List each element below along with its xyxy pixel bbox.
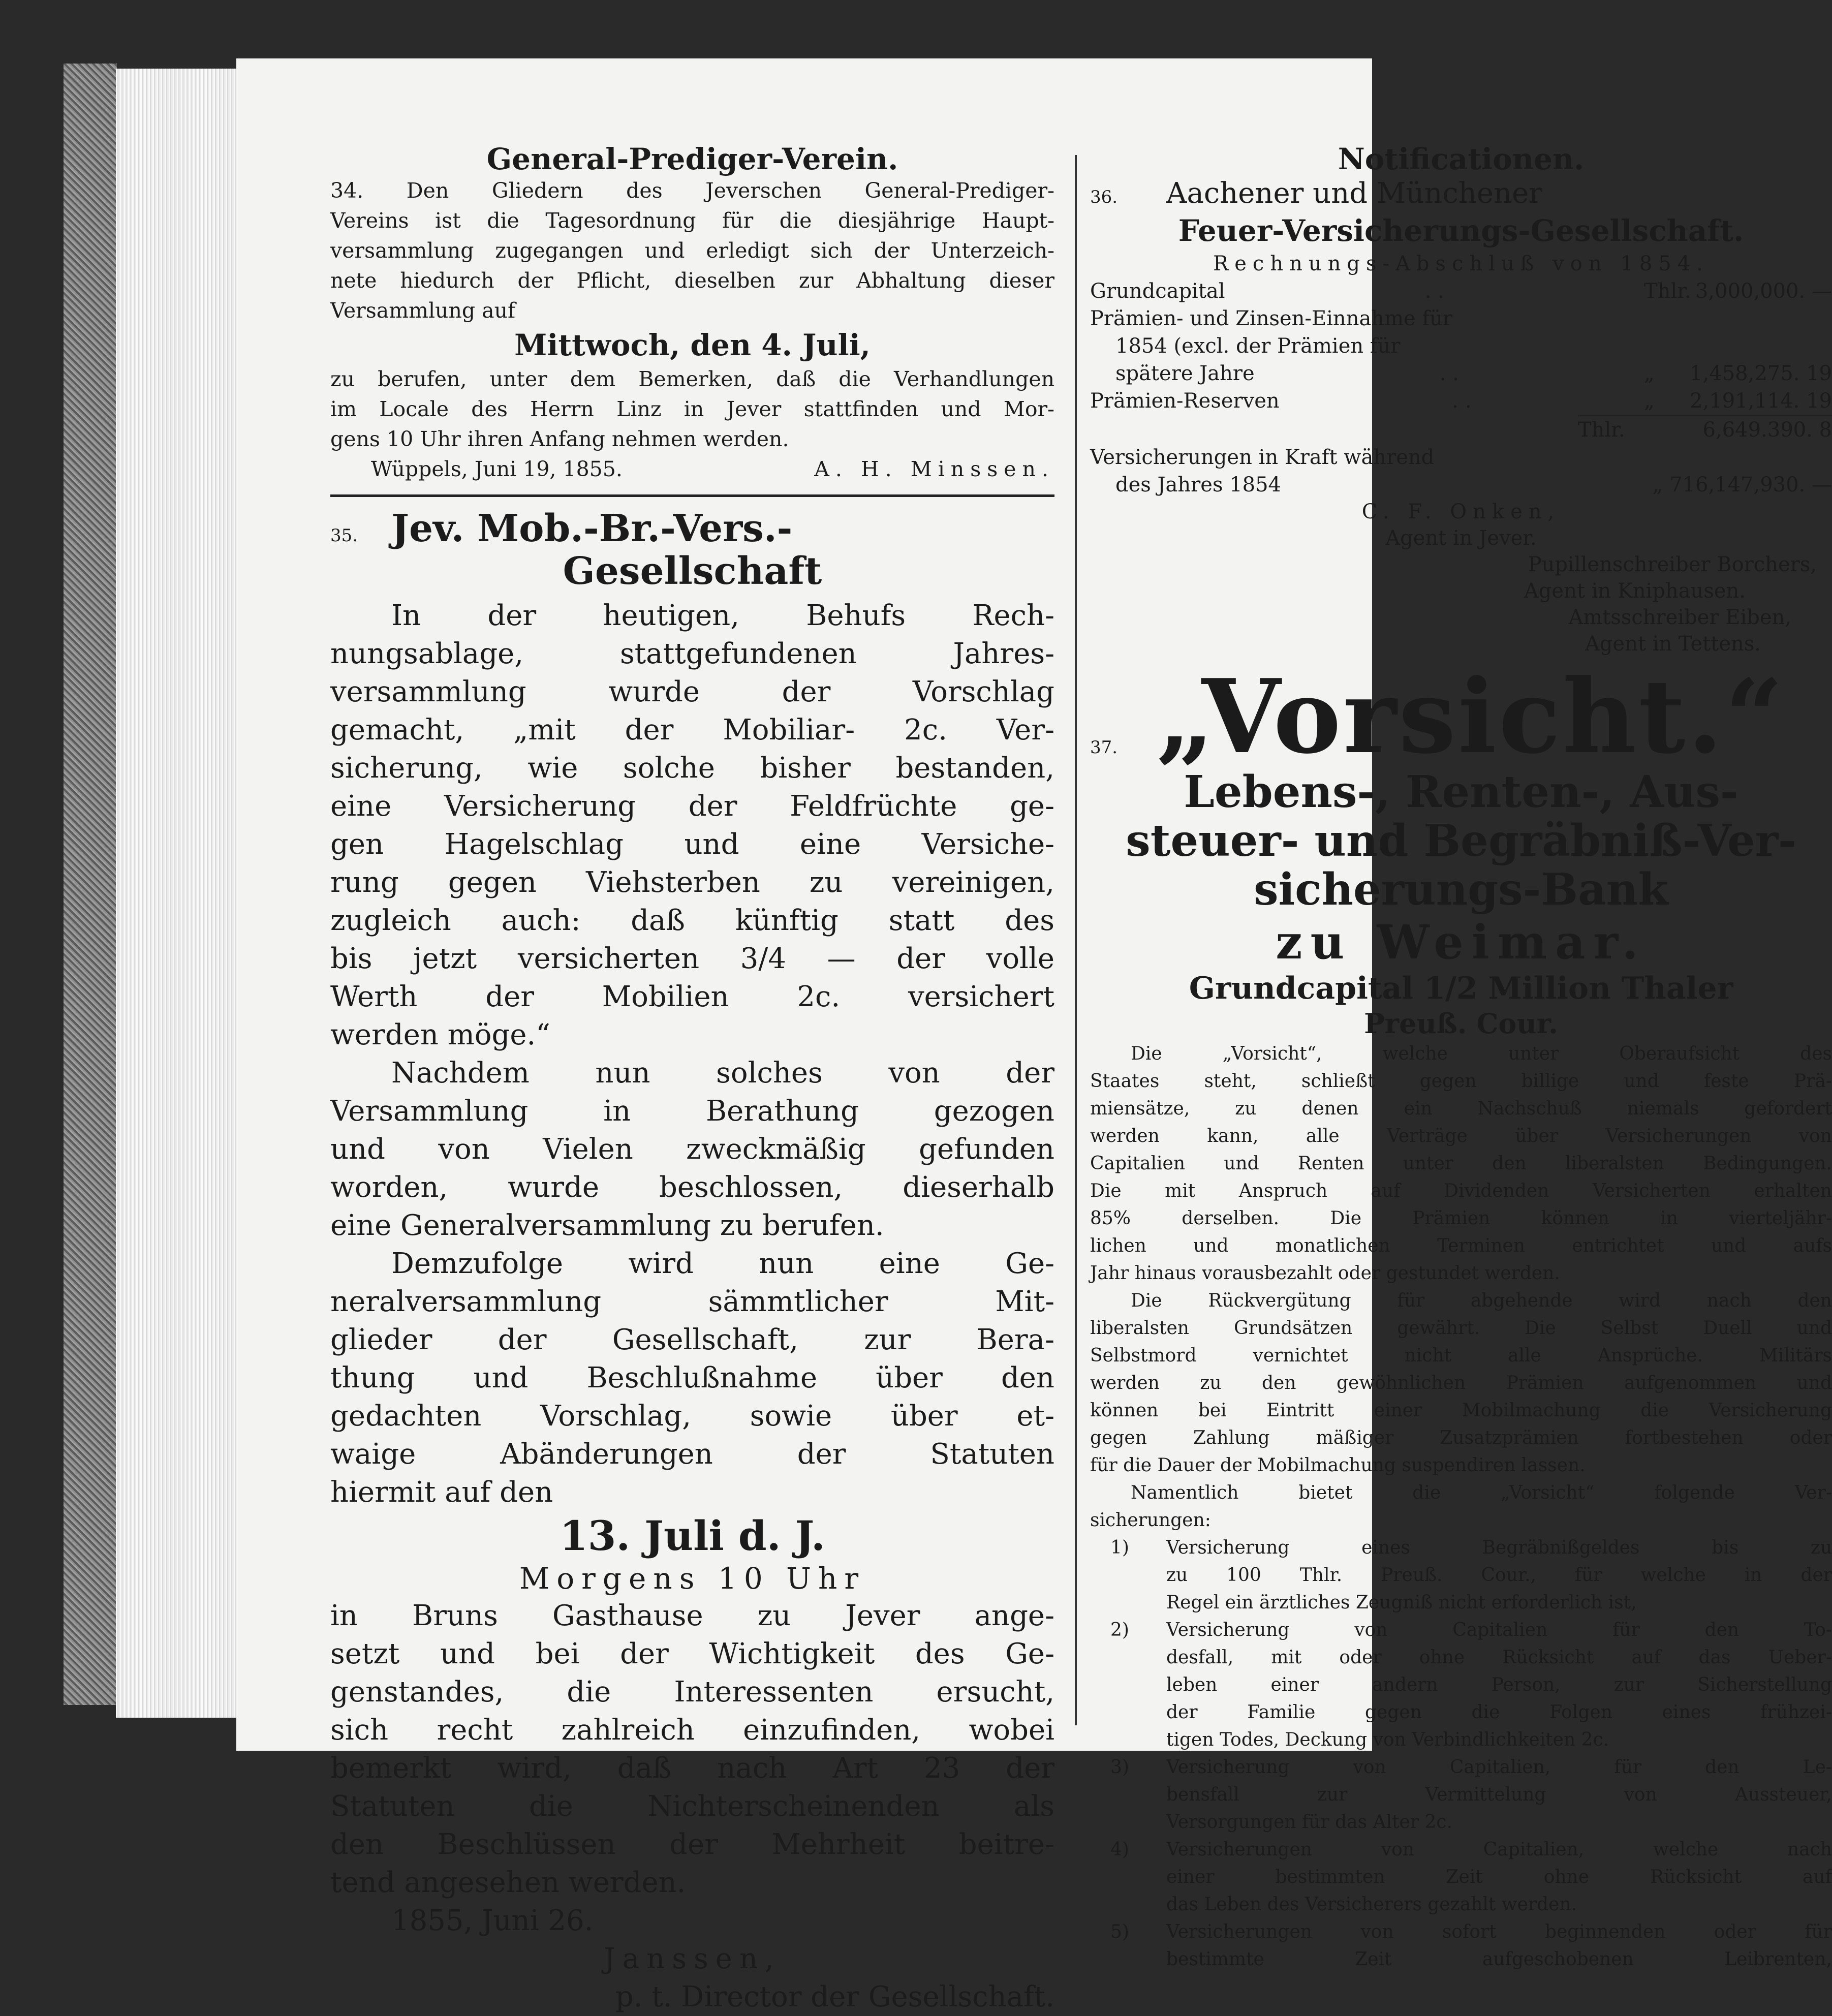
- text-line: bensfall zur Vermittelung von Aussteuer,: [1166, 1784, 1832, 1805]
- meeting-time: Morgens 10 Uhr: [519, 1561, 866, 1596]
- text-line: für die Dauer der Mobilmachung suspendiren lassen.: [1090, 1455, 1586, 1476]
- text-line: sicherungen:: [1090, 1510, 1211, 1531]
- agent-name: C. F. Onken,: [1361, 500, 1561, 523]
- text-line: sicherung, wie solche bisher bestanden,: [330, 752, 1054, 785]
- newspaper-page: [236, 58, 1832, 2013]
- text-line: tend angesehen werden.: [330, 1866, 686, 1899]
- heading-notificationen: Notificationen.: [1338, 142, 1585, 176]
- bank-name: sicherungs-Bank: [1254, 864, 1668, 915]
- text-line: werden zu den gewöhnlichen Prämien aufgenommen und: [1090, 1373, 1832, 1393]
- text-line: tigen Todes, Deckung von Verbindlichkeiten 2c.: [1166, 1729, 1609, 1750]
- heading-general-prediger-verein: General-Prediger-Verein.: [486, 142, 898, 176]
- text-line: rung gegen Viehsterben zu vereinigen,: [330, 866, 1054, 899]
- section-divider: [330, 494, 1054, 497]
- row-dots: . .: [1439, 362, 1459, 385]
- text-line: Versicherung von Capitalien, für den Le-: [1166, 1757, 1832, 1778]
- text-line: werden möge.“: [330, 1018, 550, 1051]
- balance-row: [1090, 360, 1832, 387]
- meeting-date-big: 13. Juli d. J.: [560, 1512, 825, 1560]
- signature: A. H. Minssen.: [814, 457, 1054, 481]
- text-line: können bei Eintritt einer Mobilmachung die Versicherung: [1090, 1400, 1832, 1421]
- agent-place: Agent in Kniphausen.: [1524, 579, 1746, 603]
- text-line: eine Generalversammlung zu berufen.: [330, 1209, 884, 1242]
- agent-place: Agent in Jever.: [1385, 526, 1537, 550]
- row-label: 1854 (excl. der Prämien für: [1115, 334, 1401, 358]
- bank-city: zu Weimar.: [1276, 915, 1647, 970]
- company-name: Aachener und Münchener: [1166, 177, 1542, 210]
- vorsicht-title: „Vorsicht.“: [1156, 657, 1786, 777]
- balance-total: [1578, 415, 1832, 444]
- notice-title: Jev. Mob.-Br.-Vers.-: [391, 507, 793, 550]
- text-line: Capitalien und Renten unter den liberalsten Bedingungen.: [1090, 1153, 1832, 1174]
- left-column: [330, 142, 1054, 2016]
- text-line: im Locale des Herrn Linz in Jever stattfinden und Mor-: [330, 397, 1054, 421]
- column-rule: [1075, 155, 1077, 1725]
- text-line: miensätze, zu denen ein Nachschuß niemals gefordert: [1090, 1098, 1832, 1119]
- text-line: versammlung wurde der Vorschlag: [330, 675, 1054, 708]
- text-line: einer bestimmten Zeit ohne Rücksicht auf: [1166, 1867, 1832, 1887]
- text-line: Nachdem nun solches von der: [391, 1057, 1054, 1090]
- notice-title-2: Gesellschaft: [563, 549, 822, 593]
- text-line: Die „Vorsicht“, welche unter Oberaufsicht des: [1131, 1043, 1832, 1064]
- notice-37: [1090, 657, 1832, 1973]
- text-line: Versicherungen von sofort beginnenden oder für: [1166, 1921, 1832, 1942]
- insurance-value: „ 716,147,930. —: [1652, 473, 1832, 497]
- balance-row: [1090, 387, 1832, 415]
- row-currency: „: [1644, 362, 1655, 385]
- text-line: bestimmte Zeit aufgeschobenen Leibrenten,: [1166, 1949, 1832, 1970]
- text-line: nungsablage, stattgefundenen Jahres-: [330, 637, 1054, 670]
- text-line: Werth der Mobilien 2c. versichert: [330, 980, 1054, 1013]
- row-label: Prämien- und Zinsen-Einnahme für: [1090, 307, 1453, 330]
- text-line: Versicherung von Capitalien für den To-: [1166, 1620, 1832, 1640]
- insurance-label: Versicherungen in Kraft während: [1090, 446, 1435, 469]
- notice-number: 36.: [1090, 187, 1118, 207]
- text-line: Die Rückvergütung für abgehende wird nach den: [1131, 1290, 1832, 1311]
- text-line: Versorgungen für das Alter 2c.: [1166, 1812, 1452, 1833]
- text-line: hiermit auf den: [330, 1476, 553, 1509]
- text-line: desfall, mit oder ohne Rücksicht auf das Ueber-: [1166, 1647, 1832, 1668]
- item-number: 5): [1110, 1921, 1129, 1942]
- text-line: leben einer andern Person, zur Sicherstellung: [1166, 1674, 1832, 1695]
- insurance-row: [1090, 444, 1832, 471]
- list-item: [1090, 1754, 1832, 1836]
- text-line: werden kann, alle Verträge über Versicherungen von: [1090, 1126, 1832, 1146]
- paragraph: [1090, 1040, 1832, 1973]
- row-currency: „: [1644, 389, 1655, 413]
- text-line: versammlung zugegangen und erledigt sich der Unterzeich-: [330, 238, 1054, 263]
- text-line: Jahr hinaus vorausbezahlt oder gestundet werden.: [1090, 1263, 1560, 1284]
- list-item: [1090, 1918, 1832, 1973]
- balance-title: Rechnungs-Abschluß von 1854.: [1213, 252, 1709, 275]
- row-value: 2,191,114. 19: [1690, 389, 1832, 413]
- row-label: Grundcapital: [1090, 280, 1225, 303]
- text-line: gens 10 Uhr ihren Anfang nehmen werden.: [330, 427, 789, 451]
- text-line: In der heutigen, Behufs Rech-: [391, 599, 1054, 632]
- insurance-label: des Jahres 1854: [1115, 473, 1281, 497]
- text-line: zu berufen, unter dem Bemerken, daß die Verhandlungen: [330, 367, 1054, 391]
- total-value: 6,649.390. 8: [1702, 418, 1832, 442]
- text-line: 34. Den Gliedern des Jeverschen General-Prediger-: [330, 178, 1054, 203]
- place-date: Wüppels, Juni 19, 1855.: [371, 457, 623, 481]
- text-line: neralversammlung sämmtlicher Mit-: [330, 1285, 1054, 1318]
- text-line: zugleich auch: daß künftig statt des: [330, 904, 1054, 937]
- text-line: gedachten Vorschlag, sowie über et-: [330, 1400, 1054, 1433]
- text-line: lichen und monatlichen Terminen entrichtet und aufs: [1090, 1235, 1832, 1256]
- item-number: 4): [1110, 1839, 1129, 1860]
- text-line: gen Hagelschlag und eine Versiche-: [330, 828, 1054, 861]
- date-line: 1855, Juni 26.: [391, 1904, 594, 1937]
- text-line: thung und Beschlußnahme über den: [330, 1361, 1054, 1394]
- list-item: [1090, 1617, 1832, 1754]
- text-line: genstandes, die Interessenten ersucht,: [330, 1676, 1054, 1709]
- right-column: [1090, 142, 1832, 1973]
- text-line: Versicherung eines Begräbnißgeldes bis zu: [1166, 1537, 1832, 1558]
- bank-name: steuer- und Begräbniß-Ver-: [1126, 815, 1796, 866]
- notice-number: 37.: [1090, 737, 1118, 758]
- text-line: gemacht, „mit der Mobiliar- 2c. Ver-: [330, 714, 1054, 747]
- total-currency: Thlr.: [1578, 418, 1625, 442]
- text-line: das Leben des Versicherers gezahlt werden.: [1166, 1894, 1577, 1915]
- insurance-types-list: [1090, 1534, 1832, 1973]
- signature-title: p. t. Director der Gesellschaft.: [615, 1980, 1054, 2013]
- company-name-2: Feuer-Versicherungs-Gesellschaft.: [1178, 213, 1744, 248]
- capital-line: Grundcapital 1/2 Million Thaler: [1189, 971, 1733, 1006]
- text-line: den Beschlüssen der Mehrheit beitre-: [330, 1828, 1054, 1861]
- text-line: in Bruns Gasthause zu Jever ange-: [330, 1599, 1054, 1632]
- agent-name: Pupillenschreiber Borchers,: [1528, 553, 1817, 576]
- text-line: eine Versicherung der Feldfrüchte ge-: [330, 790, 1054, 823]
- text-line: Versicherungen von Capitalien, welche nach: [1166, 1839, 1832, 1860]
- text-line: glieder der Gesellschaft, zur Bera-: [330, 1323, 1054, 1356]
- text-line: liberalsten Grundsätzen gewährt. Die Selbst Duell und: [1090, 1318, 1832, 1339]
- text-line: 85% derselben. Die Prämien können in vierteljähr-: [1090, 1208, 1832, 1229]
- row-value: 1,458,275. 19: [1690, 362, 1832, 385]
- item-number: 1): [1110, 1537, 1129, 1558]
- balance-table: [1090, 277, 1832, 499]
- row-value: 3,000,000. —: [1695, 280, 1832, 303]
- row-label: Prämien-Reserven: [1090, 389, 1280, 413]
- row-label: spätere Jahre: [1115, 362, 1255, 385]
- notice-34: [330, 142, 1054, 484]
- text-line: Versammlung in Berathung gezogen: [330, 1095, 1054, 1128]
- row-dots: . .: [1452, 389, 1472, 413]
- signature: Janssen,: [604, 1942, 781, 1975]
- list-item: [1090, 1534, 1832, 1617]
- text-line: bemerkt wird, daß nach Art 23 der: [330, 1752, 1054, 1785]
- text-line: Statuten die Nichterscheinenden als: [330, 1790, 1054, 1823]
- notice-36: [1090, 176, 1832, 657]
- notice-35: [330, 507, 1054, 2016]
- text-line: Regel ein ärztliches Zeugniß nicht erforderlich ist,: [1166, 1592, 1637, 1613]
- text-line: Vereins ist die Tagesordnung für die diesjährige Haupt-: [330, 208, 1054, 233]
- agent-name: Amtsschreiber Eiben,: [1568, 606, 1791, 629]
- balance-row: [1090, 305, 1832, 332]
- text-line: zu 100 Thlr. Preuß. Cour., für welche in der: [1166, 1565, 1832, 1586]
- currency-line: Preuß. Cour.: [1364, 1007, 1558, 1040]
- text-line: worden, wurde beschlossen, dieserhalb: [330, 1171, 1054, 1204]
- text-line: setzt und bei der Wichtigkeit des Ge-: [330, 1637, 1054, 1670]
- meeting-date: Mittwoch, den 4. Juli,: [514, 328, 871, 362]
- text-line: der Familie gegen die Folgen eines frühzei-: [1166, 1702, 1832, 1723]
- text-line: nete hiedurch der Pflicht, dieselben zur Abhaltung dieser: [330, 268, 1054, 293]
- text-line: Namentlich bietet die „Vorsicht“ folgende Ver-: [1131, 1482, 1832, 1503]
- text-line: Demzufolge wird nun eine Ge-: [391, 1247, 1054, 1280]
- agents-list: [1090, 499, 1832, 657]
- book-spine: [64, 64, 117, 1705]
- balance-row: [1090, 277, 1832, 305]
- text-line: Staates steht, schließt gegen billige und feste Prä-: [1090, 1071, 1832, 1092]
- notice-number: 35.: [330, 525, 358, 546]
- text-line: waige Abänderungen der Statuten: [330, 1438, 1054, 1471]
- item-number: 3): [1110, 1757, 1129, 1778]
- list-item: [1090, 1836, 1832, 1918]
- text-line: gegen Zahlung mäßiger Zusatzprämien fortbestehen oder: [1090, 1428, 1832, 1448]
- text-line: und von Vielen zweckmäßig gefunden: [330, 1133, 1054, 1166]
- page-edges: [116, 69, 238, 1718]
- row-dots: . .: [1424, 280, 1444, 303]
- bank-name: Lebens-, Renten-, Aus-: [1184, 766, 1738, 818]
- item-number: 2): [1110, 1620, 1129, 1640]
- text-line: bis jetzt versicherten 3/4 — der volle: [330, 942, 1054, 975]
- insurance-row: [1090, 471, 1832, 499]
- row-currency: Thlr.: [1644, 280, 1691, 303]
- text-line: Selbstmord vernichtet nicht alle Ansprüche. Militärs: [1090, 1345, 1832, 1366]
- text-line: sich recht zahlreich einzufinden, wobei: [330, 1714, 1054, 1747]
- balance-row: [1090, 332, 1832, 360]
- text-line: Die mit Anspruch auf Dividenden Versicherten erhalten: [1090, 1181, 1832, 1201]
- text-line: Versammlung auf: [330, 298, 516, 323]
- agent-place: Agent in Tettens.: [1585, 632, 1761, 656]
